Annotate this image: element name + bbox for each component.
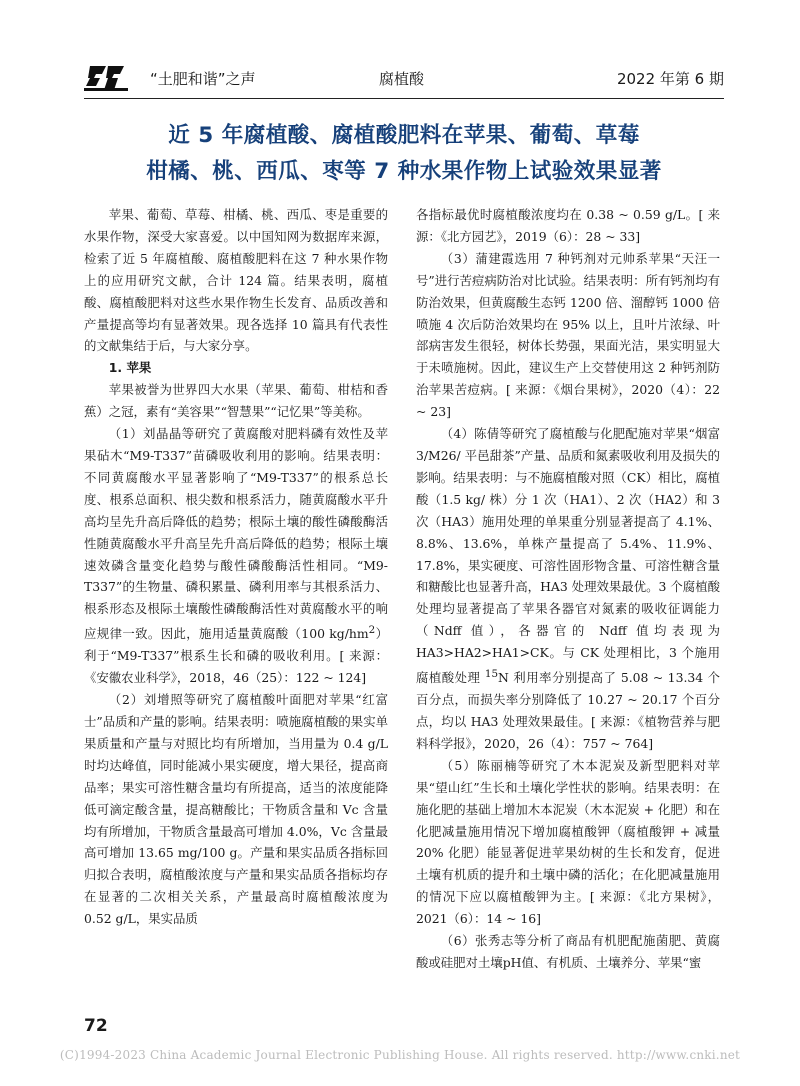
article-title <box>84 118 724 190</box>
apple-item-5: （5）陈丽楠等研究了木本泥炭及新型肥料对苹果“望山红”生长和土壤化学性状的影响。结果表明：在施化肥的基础上增加木本泥炭（木本泥炭 + 化肥）和在化肥减量施用情况下增加腐植酸钾（腐植酸钾 + 减量 20% 化肥）能显著促进苹果幼树的生长和发育，促进土壤有机质的提升和土壤中磷的活化；在化肥减量施用的情况下应以腐植酸钾为主。[ 来源：《北方果树》，2021（6）：14 ~ 16] <box>416 757 720 927</box>
left-column <box>84 204 388 930</box>
column-name: “土肥和谐”之声 <box>150 70 256 88</box>
journal-name: 腐植酸 <box>379 70 425 88</box>
apple-item-4-text: （4）陈倩等研究了腐植酸与化肥配施对苹果“烟富 3/M26/ 平邑甜茶”产量、品质和氮素吸收利用及损失的影响。结果表明：与不施腐植酸对照（CK）相比，腐植酸（1.5 kg/ 株）分 1 次（HA1）、2 次（HA2）和 3 次（HA3）施用处理的单果重分别显著提高了 4.1%、8.8%、13.6%，单株产量提高了 5.4%、11.9%、17.8%，果实硬度、可溶性固形物含量、可溶性糖含量和糖酸比也显著升高，HA3 处理效果最优。3 个腐植酸处理均显著提高了苹果各器官对氮素的吸收征调能力（Ndff 值），各器官的 Ndff 值均表现为 HA3>HA2>HA1>CK。与 CK 处理相比，3 个施用腐植酸处理 <box>416 426 720 686</box>
apple-item-1-text-end: ）利于“M9-T337”根系生长和磷的吸收利用。[ 来源：《安徽农业科学》，2018，46（25）：122 ~ 124] <box>84 626 389 686</box>
apple-item-4-text-end: N 利用率分别提高了 5.08 ~ 13.34 个百分点，而损失率分别降低了 10.27 ~ 20.17 个百分点，均以 HA3 处理效果最佳。[ 来源：《植物营养与肥料科学报》，2020，26（4）：757 ~ 764] <box>416 670 720 751</box>
apple-intro-paragraph: 苹果被誉为世界四大水果（苹果、葡萄、柑桔和香蕉）之冠，素有“美容果”“智慧果”“记忆果”等美称。 <box>84 382 388 420</box>
section-heading-apple: 1. 苹果 <box>108 360 152 376</box>
title-line-2: 柑橘、桃、西瓜、枣等 7 种水果作物上试验效果显著 <box>146 159 662 184</box>
apple-item-1 <box>84 423 388 689</box>
apple-item-4 <box>416 423 720 755</box>
apple-item-1-text: （1）刘晶晶等研究了黄腐酸对肥料磷有效性及苹果砧木“M9-T337”苗磷吸收利用的影响。结果表明：不同黄腐酸水平显著影响了“M9-T337”的根系总长度、根系总面积、根尖数和根系活力，随黄腐酸水平升高均呈先升高后降低的趋势；根际土壤的酸性磷酸酶活性随黄腐酸水平升高呈先升高后降低的趋势；根际土壤速效磷含量变化趋势与酸性磷酸酶活性相同。“M9-T337”的生物量、磷积累量、磷利用率与其根系活力、根系形态及根际土壤酸性磷酸酶活性对黄腐酸水平的响应规律一致。因此，施用适量黄腐酸（100 kg/hm <box>84 426 388 642</box>
page-header <box>84 60 724 96</box>
apple-item-3: （3）蒲建霞选用 7 种钙剂对元帅系苹果“天汪一号”进行苦痘病防治对比试验。结果表明：所有钙剂均有防治效果，但黄腐酸生态钙 1200 倍、溜醇钙 1000 倍喷施 4 次后防治效果均在 95% 以上，且叶片浓绿、叶部病害发生很轻，树体长势强，果面光洁，果实明显大于未喷施树。因此，建议生产上交替使用这 2 种钙剂防治苹果苦痘病。[ 来源：《烟台果树》，2020（4）：22 ~ 23] <box>416 250 720 420</box>
apple-item-2: （2）刘增照等研究了腐植酸叶面肥对苹果“红富士”品质和产量的影响。结果表明：喷施腐植酸的果实单果质量和产量与对照比均有所增加，当用量为 0.4 g/L 时均达峰值，同时能减小果实硬度，增大果径，提高商品率；果实可溶性糖含量均有所提高，适当的浓度能降低可滴定酸含量，提高糖酸比；干物质含量和 Vc 含量均有所增加，干物质含量最高可增加 4.0%，Vc 含量最高可增加 13.65 mg/100 g。产量和果实品质各指标回归拟合表明，腐植酸浓度与产量和果实品质各指标均存在显著的二次相关关系，产量最高时腐植酸浓度为 0.52 g/L，果实品质 <box>84 692 388 927</box>
issue-label: 2022 年第 6 期 <box>616 70 724 88</box>
apple-item-6: （6）张秀志等分析了商品有机肥配施菌肥、黄腐酸或硅肥对土壤pH值、有机质、土壤养分、苹果“蜜 <box>416 933 720 970</box>
right-column <box>416 204 720 974</box>
page-number: 72 <box>84 1016 108 1036</box>
copyright-footer: (C)1994-2023 China Academic Journal Electronic Publishing House. All rights reserved. http://www.cnki.net <box>59 1048 741 1062</box>
intro-paragraph: 苹果、葡萄、草莓、柑橘、桃、西瓜、枣是重要的水果作物，深受大家喜爱。以中国知网为数据库来源，检索了近 5 年腐植酸、腐植酸肥料在这 7 种水果作物上的应用研究文献，合计 124 篇。结果表明，腐植酸、腐植酸肥料对这些水果作物生长发育、品质改善和产量提高等均有显著效果。现各选择 10 篇具有代表性的文献集结于后，与大家分享。 <box>84 207 388 354</box>
isotope-superscript: 15 <box>484 668 499 681</box>
header-divider <box>84 98 724 99</box>
apple-item-2-continued: 各指标最优时腐植酸浓度均在 0.38 ~ 0.59 g/L。[ 来源：《北方园艺》，2019（6）：28 ~ 33] <box>416 207 720 244</box>
unit-superscript: 2 <box>368 624 376 637</box>
journal-logo-icon <box>84 64 128 92</box>
title-line-1: 近 5 年腐植酸、腐植酸肥料在苹果、葡萄、草莓 <box>168 123 640 148</box>
